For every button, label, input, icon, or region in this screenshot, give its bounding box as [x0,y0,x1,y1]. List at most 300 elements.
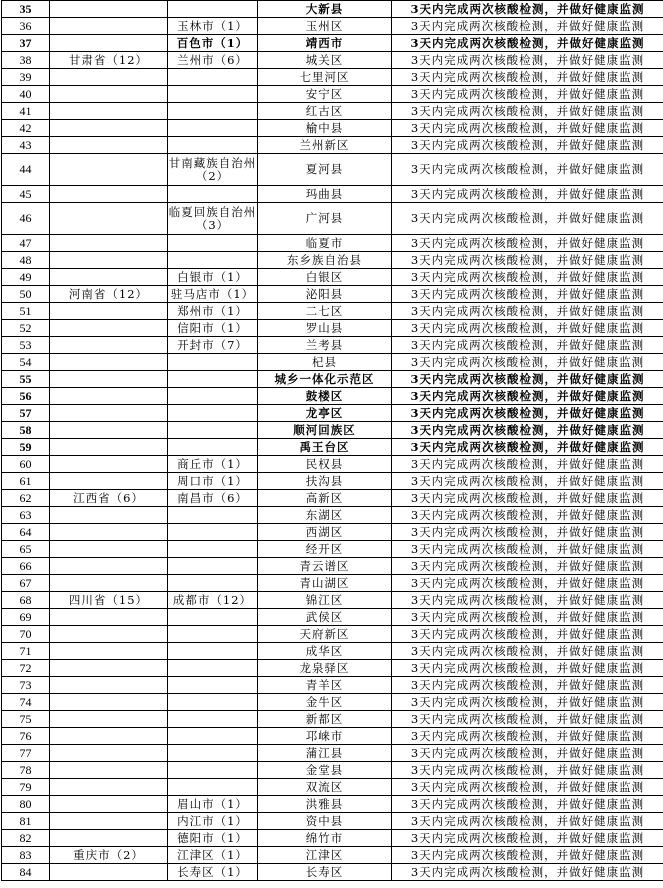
table-row [2,235,663,252]
row-number-cell: 83 [2,847,50,864]
measure-cell: 3天内完成两次核酸检测，并做好健康监测 [392,813,663,830]
table-row [2,847,663,864]
county-cell: 安宁区 [258,86,392,103]
province-cell [50,643,168,660]
row-number-cell: 39 [2,69,50,86]
city-cell [168,660,258,677]
province-cell [50,524,168,541]
table-row [2,405,663,422]
row-number-cell: 65 [2,541,50,558]
county-cell: 兰考县 [258,337,392,354]
row-number-cell: 41 [2,103,50,120]
county-cell: 禹王台区 [258,439,392,456]
row-number-cell: 76 [2,728,50,745]
row-number-cell: 50 [2,286,50,303]
county-cell: 蒲江县 [258,745,392,762]
province-cell [50,626,168,643]
province-cell [50,137,168,154]
measure-cell: 3天内完成两次核酸检测，并做好健康监测 [392,439,663,456]
county-cell: 东乡族自治县 [258,252,392,269]
county-cell: 大新县 [258,1,392,18]
row-number-cell: 73 [2,677,50,694]
measure-cell: 3天内完成两次核酸检测，并做好健康监测 [392,52,663,69]
measure-cell: 3天内完成两次核酸检测，并做好健康监测 [392,507,663,524]
province-cell [50,575,168,592]
county-cell: 龙泉驿区 [258,660,392,677]
province-cell [50,154,168,186]
city-cell: 驻马店市（1） [168,286,258,303]
measure-cell: 3天内完成两次核酸检测，并做好健康监测 [392,371,663,388]
province-cell [50,103,168,120]
city-cell [168,575,258,592]
table-row [2,203,663,235]
province-cell [50,796,168,813]
province-cell [50,745,168,762]
province-cell: 河南省（12） [50,286,168,303]
row-number-cell: 42 [2,120,50,137]
county-cell: 双流区 [258,779,392,796]
table-row [2,137,663,154]
table-row [2,186,663,203]
row-number-cell: 66 [2,558,50,575]
province-cell: 重庆市（2） [50,847,168,864]
table-row [2,1,663,18]
city-cell [168,186,258,203]
county-cell: 金牛区 [258,694,392,711]
measure-cell: 3天内完成两次核酸检测，并做好健康监测 [392,252,663,269]
row-number-cell: 36 [2,18,50,35]
county-cell: 武侯区 [258,609,392,626]
table-row [2,337,663,354]
row-number-cell: 37 [2,35,50,52]
measure-cell: 3天内完成两次核酸检测，并做好健康监测 [392,847,663,864]
row-number-cell: 56 [2,388,50,405]
table-row [2,864,663,881]
county-cell: 邛崃市 [258,728,392,745]
table-row [2,694,663,711]
city-cell: 玉林市（1） [168,18,258,35]
table-row [2,86,663,103]
measure-cell: 3天内完成两次核酸检测，并做好健康监测 [392,830,663,847]
row-number-cell: 52 [2,320,50,337]
table-row [2,745,663,762]
province-cell [50,371,168,388]
measure-cell: 3天内完成两次核酸检测，并做好健康监测 [392,337,663,354]
table-row [2,626,663,643]
measure-cell: 3天内完成两次核酸检测，并做好健康监测 [392,728,663,745]
city-cell: 商丘市（1） [168,456,258,473]
table-row [2,320,663,337]
county-cell: 临夏市 [258,235,392,252]
measure-cell: 3天内完成两次核酸检测，并做好健康监测 [392,643,663,660]
measure-cell: 3天内完成两次核酸检测，并做好健康监测 [392,541,663,558]
row-number-cell: 51 [2,303,50,320]
table-row [2,456,663,473]
city-cell [168,252,258,269]
table-row [2,120,663,137]
measure-cell: 3天内完成两次核酸检测，并做好健康监测 [392,235,663,252]
measure-cell: 3天内完成两次核酸检测，并做好健康监测 [392,677,663,694]
row-number-cell: 40 [2,86,50,103]
row-number-cell: 69 [2,609,50,626]
table-row [2,779,663,796]
city-cell [168,745,258,762]
row-number-cell: 80 [2,796,50,813]
city-cell [168,694,258,711]
measure-cell: 3天内完成两次核酸检测，并做好健康监测 [392,779,663,796]
measure-cell: 3天内完成两次核酸检测，并做好健康监测 [392,203,663,235]
province-cell: 江西省（6） [50,490,168,507]
city-cell: 甘南藏族自治州（2） [168,154,258,186]
measure-cell: 3天内完成两次核酸检测，并做好健康监测 [392,186,663,203]
measure-cell: 3天内完成两次核酸检测，并做好健康监测 [392,473,663,490]
city-cell: 兰州市（6） [168,52,258,69]
county-cell: 泌阳县 [258,286,392,303]
row-number-cell: 77 [2,745,50,762]
city-cell: 信阳市（1） [168,320,258,337]
province-cell [50,405,168,422]
measure-cell: 3天内完成两次核酸检测，并做好健康监测 [392,286,663,303]
city-cell [168,643,258,660]
province-cell [50,422,168,439]
county-cell: 青山湖区 [258,575,392,592]
county-cell: 靖西市 [258,35,392,52]
county-cell: 榆中县 [258,120,392,137]
table-row [2,252,663,269]
county-cell: 城乡一体化示范区 [258,371,392,388]
city-cell [168,524,258,541]
city-cell: 郑州市（1） [168,303,258,320]
province-cell [50,439,168,456]
table-row [2,303,663,320]
table-row [2,439,663,456]
county-cell: 城关区 [258,52,392,69]
city-cell [168,422,258,439]
province-cell [50,1,168,18]
county-cell: 金堂县 [258,762,392,779]
row-number-cell: 74 [2,694,50,711]
row-number-cell: 71 [2,643,50,660]
table-row [2,103,663,120]
row-number-cell: 43 [2,137,50,154]
row-number-cell: 82 [2,830,50,847]
province-cell [50,303,168,320]
measure-cell: 3天内完成两次核酸检测，并做好健康监测 [392,120,663,137]
county-cell: 民权县 [258,456,392,473]
measure-cell: 3天内完成两次核酸检测，并做好健康监测 [392,86,663,103]
county-cell: 顺河回族区 [258,422,392,439]
measure-cell: 3天内完成两次核酸检测，并做好健康监测 [392,320,663,337]
city-cell [168,558,258,575]
county-cell: 玛曲县 [258,186,392,203]
measure-cell: 3天内完成两次核酸检测，并做好健康监测 [392,694,663,711]
table-row [2,558,663,575]
measure-cell: 3天内完成两次核酸检测，并做好健康监测 [392,660,663,677]
city-cell [168,120,258,137]
row-number-cell: 67 [2,575,50,592]
province-cell [50,762,168,779]
city-cell [168,507,258,524]
city-cell: 江津区（1） [168,847,258,864]
city-cell: 开封市（7） [168,337,258,354]
table-row [2,154,663,186]
province-cell [50,779,168,796]
province-cell [50,456,168,473]
table-row [2,813,663,830]
row-number-cell: 62 [2,490,50,507]
county-cell: 青羊区 [258,677,392,694]
table-row [2,711,663,728]
province-cell [50,813,168,830]
city-cell [168,354,258,371]
row-number-cell: 44 [2,154,50,186]
province-cell [50,203,168,235]
city-cell: 百色市（1） [168,35,258,52]
province-cell [50,269,168,286]
table-row [2,575,663,592]
county-cell: 高新区 [258,490,392,507]
measure-cell: 3天内完成两次核酸检测，并做好健康监测 [392,456,663,473]
row-number-cell: 58 [2,422,50,439]
city-cell [168,541,258,558]
row-number-cell: 55 [2,371,50,388]
province-cell [50,507,168,524]
province-cell [50,252,168,269]
province-cell [50,864,168,881]
province-cell [50,388,168,405]
province-cell [50,320,168,337]
measure-cell: 3天内完成两次核酸检测，并做好健康监测 [392,558,663,575]
province-cell: 甘肃省（12） [50,52,168,69]
county-cell: 红古区 [258,103,392,120]
row-number-cell: 78 [2,762,50,779]
province-cell [50,694,168,711]
city-cell [168,86,258,103]
county-cell: 江津区 [258,847,392,864]
city-cell [168,137,258,154]
province-cell [50,69,168,86]
county-cell: 七里河区 [258,69,392,86]
table-row [2,35,663,52]
county-cell: 夏河县 [258,154,392,186]
county-cell: 青云谱区 [258,558,392,575]
row-number-cell: 35 [2,1,50,18]
measure-cell: 3天内完成两次核酸检测，并做好健康监测 [392,354,663,371]
county-cell: 经开区 [258,541,392,558]
measure-cell: 3天内完成两次核酸检测，并做好健康监测 [392,524,663,541]
city-cell [168,235,258,252]
row-number-cell: 64 [2,524,50,541]
county-cell: 天府新区 [258,626,392,643]
row-number-cell: 63 [2,507,50,524]
county-cell: 新都区 [258,711,392,728]
city-cell [168,103,258,120]
county-cell: 西湖区 [258,524,392,541]
table-row [2,660,663,677]
province-cell [50,86,168,103]
measure-cell: 3天内完成两次核酸检测，并做好健康监测 [392,592,663,609]
measure-cell: 3天内完成两次核酸检测，并做好健康监测 [392,154,663,186]
county-cell: 龙亭区 [258,405,392,422]
row-number-cell: 45 [2,186,50,203]
table-row [2,830,663,847]
row-number-cell: 47 [2,235,50,252]
city-cell [168,609,258,626]
measure-cell: 3天内完成两次核酸检测，并做好健康监测 [392,711,663,728]
county-cell: 锦江区 [258,592,392,609]
province-cell [50,711,168,728]
row-number-cell: 68 [2,592,50,609]
row-number-cell: 75 [2,711,50,728]
province-cell [50,830,168,847]
row-number-cell: 81 [2,813,50,830]
province-cell [50,186,168,203]
city-cell [168,711,258,728]
measure-cell: 3天内完成两次核酸检测，并做好健康监测 [392,69,663,86]
city-cell [168,728,258,745]
row-number-cell: 53 [2,337,50,354]
table-row [2,592,663,609]
province-cell [50,18,168,35]
table-row [2,609,663,626]
table-row [2,796,663,813]
table-row [2,490,663,507]
measure-cell: 3天内完成两次核酸检测，并做好健康监测 [392,626,663,643]
row-number-cell: 54 [2,354,50,371]
city-cell: 周口市（1） [168,473,258,490]
row-number-cell: 79 [2,779,50,796]
county-cell: 扶沟县 [258,473,392,490]
province-cell [50,473,168,490]
county-cell: 广河县 [258,203,392,235]
measure-cell: 3天内完成两次核酸检测，并做好健康监测 [392,762,663,779]
row-number-cell: 70 [2,626,50,643]
measure-cell: 3天内完成两次核酸检测，并做好健康监测 [392,422,663,439]
table-row [2,728,663,745]
city-cell: 内江市（1） [168,813,258,830]
table-row [2,354,663,371]
county-cell: 成华区 [258,643,392,660]
city-cell [168,626,258,643]
city-cell [168,371,258,388]
measure-cell: 3天内完成两次核酸检测，并做好健康监测 [392,405,663,422]
city-cell: 成都市（12） [168,592,258,609]
county-cell: 洪雅县 [258,796,392,813]
province-cell [50,541,168,558]
table-row [2,371,663,388]
county-cell: 东湖区 [258,507,392,524]
measure-cell: 3天内完成两次核酸检测，并做好健康监测 [392,137,663,154]
city-cell: 长寿区（1） [168,864,258,881]
table-row [2,422,663,439]
city-cell: 德阳市（1） [168,830,258,847]
city-cell [168,1,258,18]
row-number-cell: 60 [2,456,50,473]
county-cell: 二七区 [258,303,392,320]
table-row [2,507,663,524]
table-row [2,524,663,541]
measure-cell: 3天内完成两次核酸检测，并做好健康监测 [392,609,663,626]
measure-cell: 3天内完成两次核酸检测，并做好健康监测 [392,303,663,320]
row-number-cell: 49 [2,269,50,286]
province-cell [50,354,168,371]
city-cell [168,439,258,456]
province-cell [50,677,168,694]
county-cell: 鼓楼区 [258,388,392,405]
measure-cell: 3天内完成两次核酸检测，并做好健康监测 [392,388,663,405]
county-cell: 兰州新区 [258,137,392,154]
table-row [2,52,663,69]
measure-cell: 3天内完成两次核酸检测，并做好健康监测 [392,269,663,286]
city-cell: 眉山市（1） [168,796,258,813]
risk-area-table [1,0,663,881]
city-cell [168,405,258,422]
measure-cell: 3天内完成两次核酸检测，并做好健康监测 [392,796,663,813]
table-row [2,643,663,660]
table-row [2,677,663,694]
row-number-cell: 46 [2,203,50,235]
county-cell: 绵竹市 [258,830,392,847]
city-cell: 临夏回族自治州（3） [168,203,258,235]
province-cell [50,337,168,354]
row-number-cell: 84 [2,864,50,881]
table-row [2,388,663,405]
table-row [2,473,663,490]
measure-cell: 3天内完成两次核酸检测，并做好健康监测 [392,864,663,881]
city-cell [168,677,258,694]
county-cell: 杞县 [258,354,392,371]
row-number-cell: 61 [2,473,50,490]
table-body [2,1,663,881]
table-row [2,18,663,35]
measure-cell: 3天内完成两次核酸检测，并做好健康监测 [392,745,663,762]
row-number-cell: 38 [2,52,50,69]
county-cell: 罗山县 [258,320,392,337]
province-cell [50,660,168,677]
city-cell [168,779,258,796]
table-row [2,762,663,779]
province-cell [50,235,168,252]
row-number-cell: 57 [2,405,50,422]
table-row [2,69,663,86]
measure-cell: 3天内完成两次核酸检测，并做好健康监测 [392,575,663,592]
row-number-cell: 72 [2,660,50,677]
table-row [2,269,663,286]
row-number-cell: 59 [2,439,50,456]
city-cell [168,762,258,779]
city-cell [168,69,258,86]
city-cell [168,388,258,405]
measure-cell: 3天内完成两次核酸检测，并做好健康监测 [392,35,663,52]
province-cell [50,558,168,575]
measure-cell: 3天内完成两次核酸检测，并做好健康监测 [392,1,663,18]
province-cell: 四川省（15） [50,592,168,609]
city-cell: 白银市（1） [168,269,258,286]
province-cell [50,728,168,745]
county-cell: 长寿区 [258,864,392,881]
province-cell [50,35,168,52]
measure-cell: 3天内完成两次核酸检测，并做好健康监测 [392,103,663,120]
county-cell: 资中县 [258,813,392,830]
county-cell: 白银区 [258,269,392,286]
province-cell [50,120,168,137]
table-row [2,541,663,558]
row-number-cell: 48 [2,252,50,269]
table-row [2,286,663,303]
province-cell [50,609,168,626]
county-cell: 玉州区 [258,18,392,35]
measure-cell: 3天内完成两次核酸检测，并做好健康监测 [392,490,663,507]
